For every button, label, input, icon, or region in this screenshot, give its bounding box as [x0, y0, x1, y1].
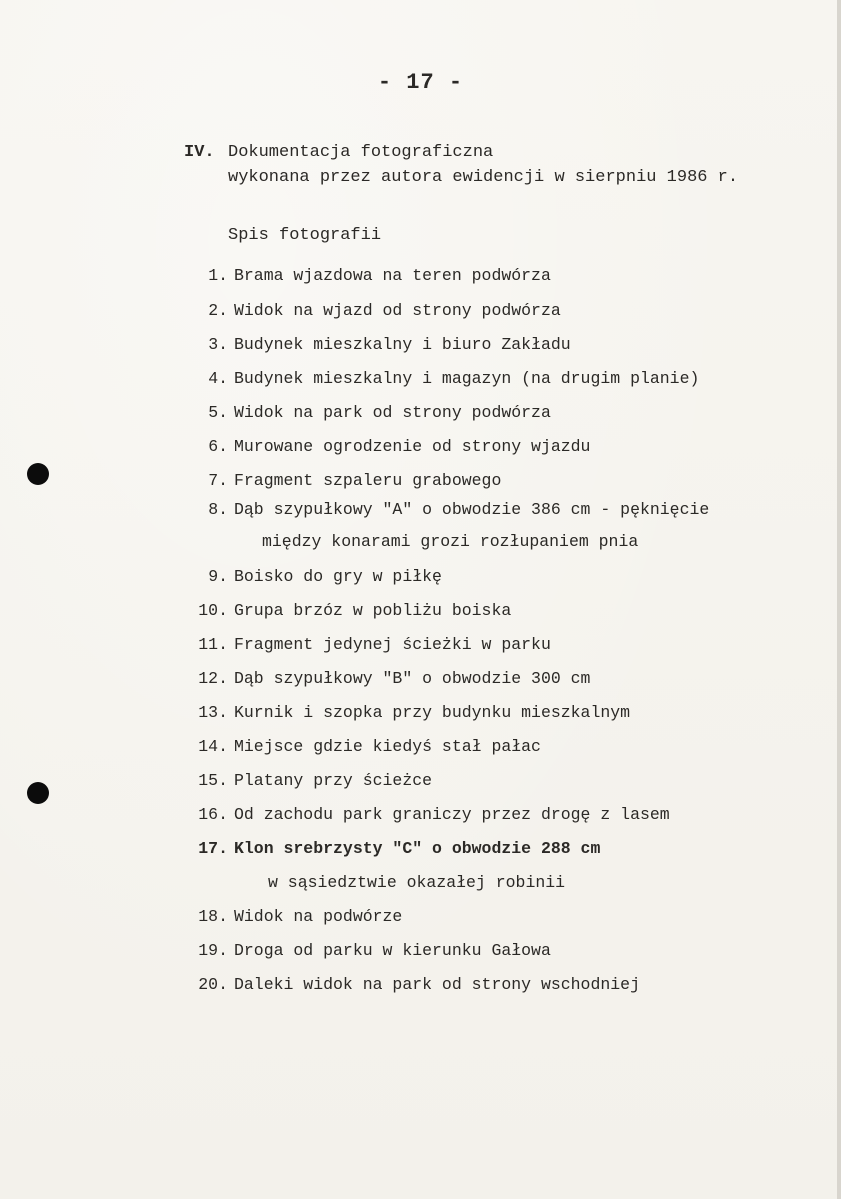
- list-item: [194, 737, 541, 756]
- item-text: Droga od parku w kierunku Gałowa: [234, 941, 551, 960]
- item-number: 11.: [198, 635, 228, 654]
- list-item: [194, 805, 670, 824]
- item-text: Platany przy ścieżce: [234, 771, 433, 790]
- item-text: Budynek mieszkalny i biuro Zakładu: [234, 335, 571, 354]
- list-item-continuation: w sąsiedztwie okazałej robinii: [268, 873, 566, 892]
- item-number: 9.: [208, 567, 228, 586]
- item-number: 1.: [208, 266, 228, 285]
- item-text: Boisko do gry w piłkę: [234, 567, 442, 586]
- item-number: 4.: [208, 369, 228, 388]
- item-text: Fragment jedynej ścieżki w parku: [234, 635, 551, 654]
- item-number: 14.: [198, 737, 228, 756]
- section-number: IV.: [184, 143, 215, 162]
- list-heading: Spis fotografii: [228, 226, 382, 245]
- item-text: Dąb szypułkowy "A" o obwodzie 386 cm - pęknięcie: [234, 500, 710, 519]
- item-text: Grupa brzóz w pobliżu boiska: [234, 601, 512, 620]
- list-item: [194, 500, 709, 519]
- list-item: [194, 975, 640, 994]
- list-item: [194, 266, 551, 285]
- item-text: Od zachodu park graniczy przez drogę z lasem: [234, 805, 670, 824]
- item-text: Klon srebrzysty "C" o obwodzie 288 cm: [234, 839, 601, 858]
- page-edge: [837, 0, 841, 1199]
- item-number: 17.: [198, 839, 228, 858]
- item-number: 20.: [198, 975, 228, 994]
- section-title: Dokumentacja fotograficzna: [228, 143, 494, 162]
- list-item: [194, 335, 571, 354]
- item-number: 19.: [198, 941, 228, 960]
- item-number: 10.: [198, 601, 228, 620]
- list-item-continuation: między konarami grozi rozłupaniem pnia: [262, 532, 639, 551]
- list-item: [194, 471, 501, 490]
- item-text: Widok na park od strony podwórza: [234, 403, 551, 422]
- item-number: 8.: [208, 500, 228, 519]
- list-item: [194, 703, 630, 722]
- item-text: Fragment szpaleru grabowego: [234, 471, 502, 490]
- list-item: [194, 437, 590, 456]
- item-number: 15.: [198, 771, 228, 790]
- item-text: Widok na podwórze: [234, 907, 403, 926]
- item-text: Widok na wjazd od strony podwórza: [234, 301, 561, 320]
- item-text: Kurnik i szopka przy budynku mieszkalnym: [234, 703, 631, 722]
- punch-hole-lower: [27, 782, 49, 804]
- item-number: 12.: [198, 669, 228, 688]
- item-number: 3.: [208, 335, 228, 354]
- item-text: Dąb szypułkowy "B" o obwodzie 300 cm: [234, 669, 591, 688]
- list-item: [194, 369, 699, 388]
- item-number: 2.: [208, 301, 228, 320]
- item-number: 13.: [198, 703, 228, 722]
- item-text: Daleki widok na park od strony wschodniej: [234, 975, 640, 994]
- list-item: [194, 301, 561, 320]
- item-text: Budynek mieszkalny i magazyn (na drugim planie): [234, 369, 700, 388]
- list-item: [194, 601, 511, 620]
- page-number: - 17 -: [377, 70, 464, 95]
- item-number: 18.: [198, 907, 228, 926]
- item-number: 16.: [198, 805, 228, 824]
- item-number: 7.: [208, 471, 228, 490]
- list-item: [194, 635, 551, 654]
- list-item: [194, 907, 402, 926]
- list-item: [194, 771, 432, 790]
- punch-hole-upper: [27, 463, 49, 485]
- list-item: [194, 567, 442, 586]
- item-text: Miejsce gdzie kiedyś stał pałac: [234, 737, 541, 756]
- item-text: Murowane ogrodzenie od strony wjazdu: [234, 437, 591, 456]
- item-number: 5.: [208, 403, 228, 422]
- list-item: [194, 941, 551, 960]
- item-number: 6.: [208, 437, 228, 456]
- item-text: Brama wjazdowa na teren podwórza: [234, 266, 551, 285]
- list-item: [194, 669, 590, 688]
- list-item: [194, 839, 600, 858]
- list-item: [194, 403, 551, 422]
- section-subtitle: wykonana przez autora ewidencji w sierpniu 1986 r.: [228, 168, 739, 187]
